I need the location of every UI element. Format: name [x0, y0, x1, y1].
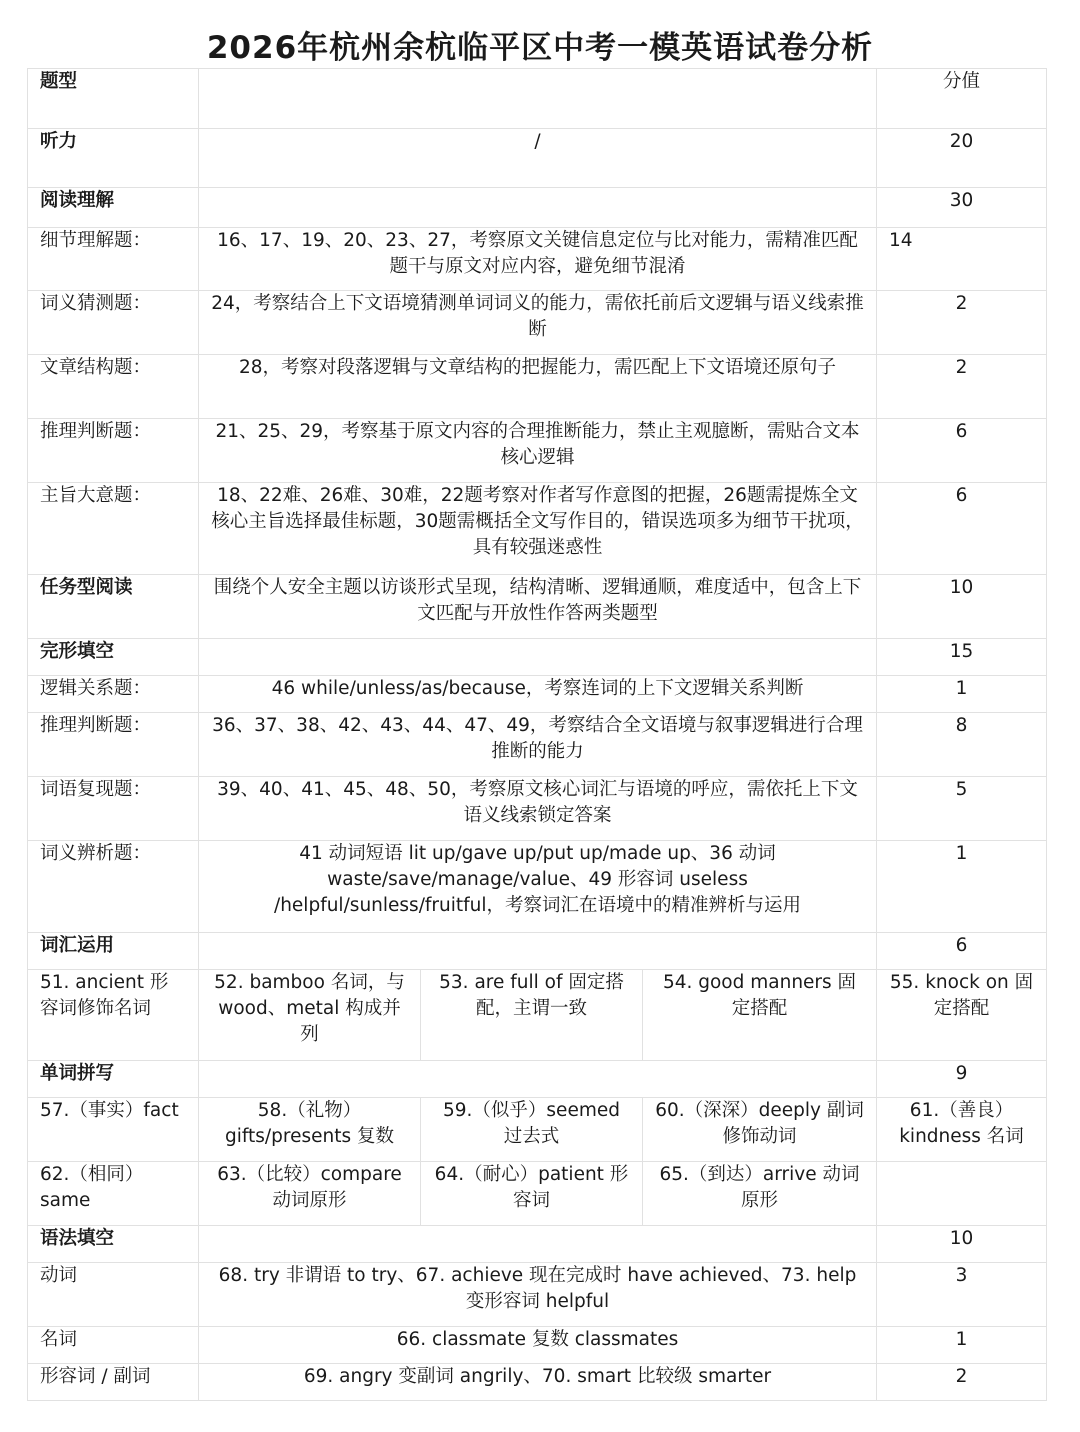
- vocab-item: 53. are full of 固定搭配，主谓一致: [421, 970, 643, 1061]
- cloze-logic-row: [28, 676, 1047, 713]
- row-label: 词语复现题：: [28, 777, 199, 841]
- row-desc: 18、22难、26难、30难，22题考察对作者写作意图的把握，26题需提炼全文核心主旨选择最佳标题，30题需概括全文写作目的，错误选项多为细节干扰项，具有较强迷惑性: [199, 483, 877, 575]
- row-label: 推理判断题：: [28, 419, 199, 483]
- row-desc: 46 while/unless/as/because，考察连词的上下文逻辑关系判断: [199, 676, 877, 713]
- spelling-row-1: [28, 1098, 1047, 1162]
- header-row: [28, 69, 1047, 129]
- grammar-label: 语法填空: [28, 1226, 199, 1263]
- header-score: 分值: [877, 69, 1047, 129]
- vocab-item: 51. ancient 形容词修饰名词: [28, 970, 199, 1061]
- cloze-score: 15: [877, 639, 1047, 676]
- row-label: 文章结构题：: [28, 355, 199, 419]
- cloze-label: 完形填空: [28, 639, 199, 676]
- row-desc: 68. try 非谓语 to try、67. achieve 现在完成时 have achieved、73. help 变形容词 helpful: [199, 1263, 877, 1327]
- row-score: 2: [877, 291, 1047, 355]
- reading-structure-row: [28, 355, 1047, 419]
- grammar-section-row: [28, 1226, 1047, 1263]
- row-score: 1: [877, 1327, 1047, 1364]
- row-score: 2: [877, 355, 1047, 419]
- reading-score: 30: [877, 188, 1047, 228]
- analysis-table: [27, 68, 1047, 1401]
- row-score: 1: [877, 841, 1047, 933]
- row-label: 名词: [28, 1327, 199, 1364]
- spelling-section-row: [28, 1061, 1047, 1098]
- grammar-noun-row: [28, 1327, 1047, 1364]
- row-label: 细节理解题：: [28, 228, 199, 291]
- task-reading-row: [28, 575, 1047, 639]
- row-desc: 69. angry 变副词 angrily、70. smart 比较级 smarter: [199, 1364, 877, 1401]
- cloze-section-row: [28, 639, 1047, 676]
- reading-label: 阅读理解: [28, 188, 199, 228]
- grammar-adj-adv-row: [28, 1364, 1047, 1401]
- task-reading-label: 任务型阅读: [28, 575, 199, 639]
- row-label: 动词: [28, 1263, 199, 1327]
- row-score: 14: [877, 228, 1047, 291]
- spelling-item: 58.（礼物）gifts/presents 复数: [199, 1098, 421, 1162]
- row-score: 8: [877, 713, 1047, 777]
- cloze-inference-row: [28, 713, 1047, 777]
- reading-inference-row: [28, 419, 1047, 483]
- spelling-score: 9: [877, 1061, 1047, 1098]
- row-desc: 28，考察对段落逻辑与文章结构的把握能力，需匹配上下文语境还原句子: [199, 355, 877, 419]
- page-title: 2026年杭州余杭临平区中考一模英语试卷分析: [206, 30, 874, 66]
- listening-row: [28, 129, 1047, 188]
- vocab-item: 55. knock on 固定搭配: [877, 970, 1047, 1061]
- spelling-item: 61.（善良）kindness 名词: [877, 1098, 1047, 1162]
- row-desc: 39、40、41、45、48、50，考察原文核心词汇与语境的呼应，需依托上下文语义线索锁定答案: [199, 777, 877, 841]
- spelling-label: 单词拼写: [28, 1061, 199, 1098]
- row-label: 逻辑关系题：: [28, 676, 199, 713]
- spelling-item: 63.（比较）compare 动词原形: [199, 1162, 421, 1226]
- row-score: 1: [877, 676, 1047, 713]
- vocab-item: 54. good manners 固定搭配: [643, 970, 877, 1061]
- header-type: 题型: [28, 69, 199, 129]
- spelling-item: 65.（到达）arrive 动词原形: [643, 1162, 877, 1226]
- spelling-row-2: [28, 1162, 1047, 1226]
- row-label: 推理判断题：: [28, 713, 199, 777]
- grammar-verb-row: [28, 1263, 1047, 1327]
- row-desc: 16、17、19、20、23、27，考察原文关键信息定位与比对能力，需精准匹配题干与原文对应内容，避免细节混淆: [199, 228, 877, 291]
- grammar-score: 10: [877, 1226, 1047, 1263]
- reading-detail-row: [28, 228, 1047, 291]
- spelling-item: 59.（似乎）seemed 过去式: [421, 1098, 643, 1162]
- spelling-item: 62.（相同）same: [28, 1162, 199, 1226]
- row-label: 主旨大意题：: [28, 483, 199, 575]
- cloze-discrimination-row: [28, 841, 1047, 933]
- cloze-recurrence-row: [28, 777, 1047, 841]
- row-desc: 41 动词短语 lit up/gave up/put up/made up、36 动词 waste/save/manage/value、49 形容词 useless /helpful/sunless/fruitful，考察词汇在语境中的精准辨析与运用: [199, 841, 877, 933]
- reading-section-row: [28, 188, 1047, 228]
- vocab-score: 6: [877, 933, 1047, 970]
- row-desc: 36、37、38、42、43、44、47、49，考察结合全文语境与叙事逻辑进行合理推断的能力: [199, 713, 877, 777]
- row-desc: 66. classmate 复数 classmates: [199, 1327, 877, 1364]
- reading-main-idea-row: [28, 483, 1047, 575]
- row-score: 5: [877, 777, 1047, 841]
- row-label: 词义猜测题：: [28, 291, 199, 355]
- listening-label: 听力: [28, 129, 199, 188]
- spelling-item: 64.（耐心）patient 形容词: [421, 1162, 643, 1226]
- listening-score: 20: [877, 129, 1047, 188]
- vocab-items-row: [28, 970, 1047, 1061]
- vocab-label: 词汇运用: [28, 933, 199, 970]
- row-desc: 21、25、29，考察基于原文内容的合理推断能力，禁止主观臆断，需贴合文本核心逻辑: [199, 419, 877, 483]
- task-reading-desc: 围绕个人安全主题以访谈形式呈现，结构清晰、逻辑通顺，难度适中，包含上下文匹配与开放性作答两类题型: [199, 575, 877, 639]
- vocab-item: 52. bamboo 名词，与wood、metal 构成并列: [199, 970, 421, 1061]
- reading-vocab-guess-row: [28, 291, 1047, 355]
- task-reading-score: 10: [877, 575, 1047, 639]
- row-score: 3: [877, 1263, 1047, 1327]
- spelling-item: 60.（深深）deeply 副词修饰动词: [643, 1098, 877, 1162]
- row-score: 6: [877, 483, 1047, 575]
- row-desc: 24，考察结合上下文语境猜测单词词义的能力，需依托前后文逻辑与语义线索推断: [199, 291, 877, 355]
- row-label: 形容词 / 副词: [28, 1364, 199, 1401]
- row-label: 词义辨析题：: [28, 841, 199, 933]
- vocab-section-row: [28, 933, 1047, 970]
- listening-desc: /: [199, 129, 877, 188]
- row-score: 6: [877, 419, 1047, 483]
- row-score: 2: [877, 1364, 1047, 1401]
- spelling-item: 57.（事实）fact: [28, 1098, 199, 1162]
